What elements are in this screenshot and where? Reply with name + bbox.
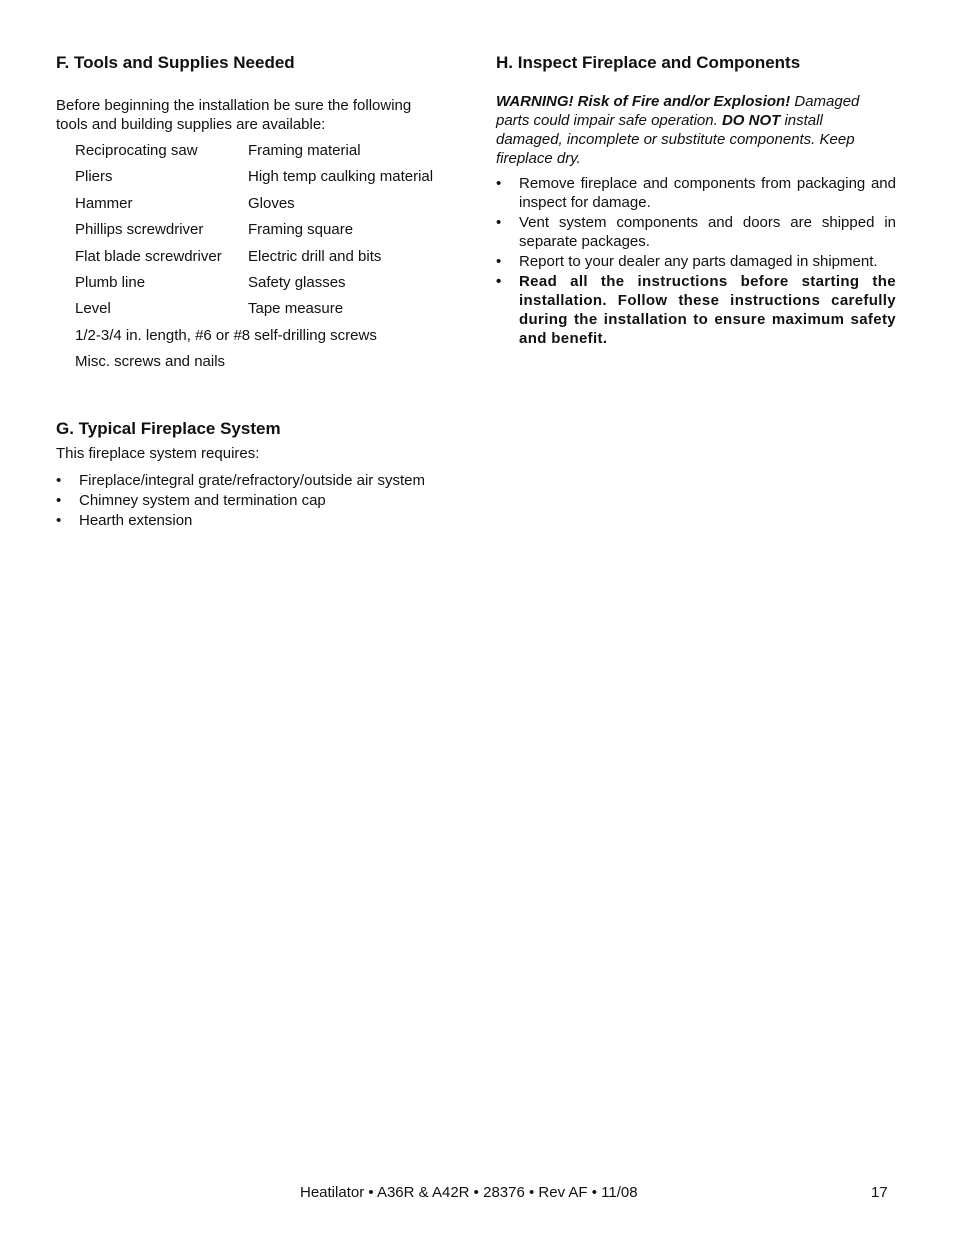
- list-item: [56, 491, 456, 510]
- tool-item: Pliers: [75, 168, 113, 186]
- tool-item: Framing material: [248, 142, 361, 159]
- list-item: [496, 213, 896, 251]
- bullet-icon: •: [496, 273, 502, 290]
- list-item-text: Remove fireplace and components from packaging and inspect for damage.: [519, 175, 896, 211]
- tool-item: Phillips screwdriver: [75, 221, 204, 239]
- tool-item: Framing square: [248, 221, 354, 239]
- section-f-heading: F. Tools and Supplies Needed: [56, 53, 295, 72]
- list-item-text: Read all the instructions before starting the installation. Follow these instructions carefully during the installation to ensure maximum safety and benefit.: [519, 273, 896, 347]
- list-item-text: Vent system components and doors are shipped in separate packages.: [519, 214, 896, 250]
- list-item: [56, 471, 456, 490]
- section-h-heading: H. Inspect Fireplace and Components: [496, 53, 801, 72]
- misc-item: Misc. screws and nails: [75, 353, 226, 371]
- list-item-text: Hearth extension: [79, 512, 193, 529]
- tool-item: Plumb line: [75, 273, 146, 291]
- warning-paragraph: [496, 92, 880, 168]
- bullet-icon: •: [56, 512, 62, 529]
- warning-label: WARNING! Risk of Fire and/or Explosion!: [496, 93, 791, 110]
- section-f-intro: Before beginning the installation be sure the following tools and building supplies are available:: [56, 97, 412, 133]
- tool-item: Level: [75, 300, 111, 318]
- bullet-icon: •: [56, 472, 62, 489]
- list-item-text: Chimney system and termination cap: [79, 492, 326, 509]
- tool-item: Flat blade screwdriver: [75, 247, 222, 265]
- tool-item: Electric drill and bits: [248, 247, 382, 265]
- tool-item: Gloves: [248, 194, 295, 212]
- tool-item: Hammer: [75, 194, 133, 212]
- footer-text: Heatilator • A36R & A42R • 28376 • Rev AF • 11/08: [300, 1184, 638, 1201]
- list-item: [56, 511, 456, 530]
- do-not-label: DO NOT: [721, 112, 781, 129]
- warning-text: Damaged parts could impair safe operation.: [496, 93, 860, 129]
- inspect-list: [496, 174, 896, 349]
- bullet-icon: •: [496, 175, 502, 192]
- list-item-text: Report to your dealer any parts damaged in shipment.: [519, 253, 878, 270]
- tool-item: High temp caulking material: [248, 168, 434, 186]
- bullet-icon: •: [56, 492, 62, 509]
- section-g-heading: G. Typical Fireplace System: [56, 419, 281, 438]
- section-g-intro: This fireplace system requires:: [56, 445, 260, 462]
- page-number: 17: [871, 1184, 888, 1201]
- list-item: [496, 252, 896, 271]
- warning-text: install damaged, incomplete or substitute components. Keep fireplace dry.: [496, 112, 855, 167]
- tool-item: Tape measure: [248, 300, 344, 318]
- list-item: [496, 272, 896, 348]
- bullet-icon: •: [496, 253, 502, 270]
- tool-item: Safety glasses: [248, 273, 346, 291]
- list-item: [496, 174, 896, 212]
- tool-item: Reciprocating saw: [75, 142, 198, 159]
- screws-item: 1/2-3/4 in. length, #6 or #8 self-drilling screws: [75, 326, 377, 344]
- system-list: [56, 471, 456, 531]
- bullet-icon: •: [496, 214, 502, 231]
- list-item-text: Fireplace/integral grate/refractory/outside air system: [79, 472, 425, 489]
